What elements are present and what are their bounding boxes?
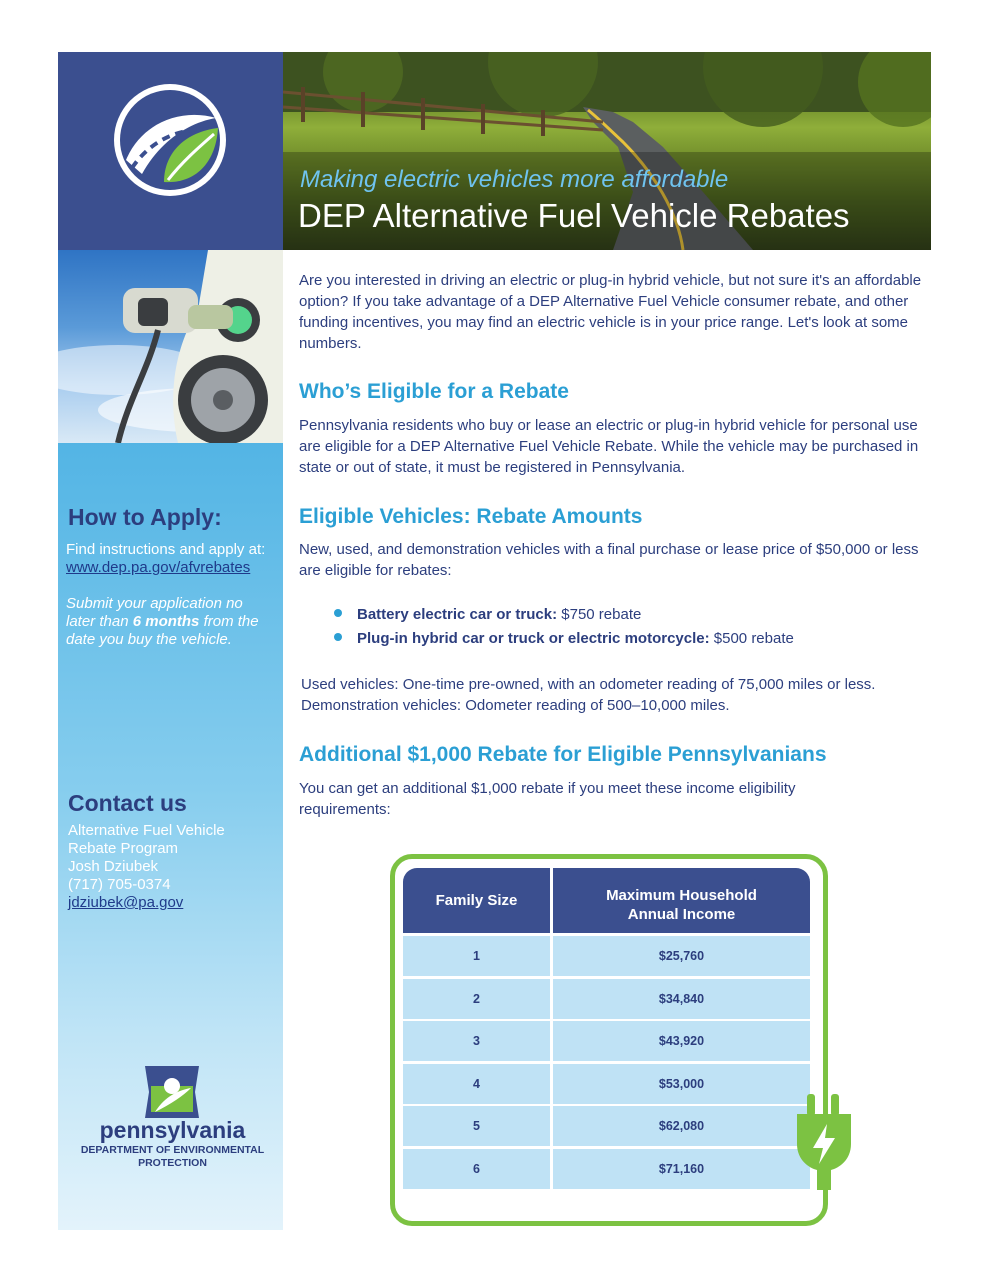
contact-heading: Contact us bbox=[68, 790, 187, 816]
contact-program-line2: Rebate Program bbox=[68, 840, 179, 857]
contact-phone: (717) 705-0374 bbox=[68, 876, 171, 893]
income-value: $62,080 bbox=[658, 1119, 705, 1133]
bullet-dot bbox=[334, 633, 342, 641]
income-value: $71,160 bbox=[658, 1162, 705, 1176]
apply-instructions-text: Find instructions and apply at: bbox=[66, 541, 266, 558]
contact-program-line1: Alternative Fuel Vehicle bbox=[68, 822, 225, 839]
used-vehicles-line: Used vehicles: One-time pre-owned, with an odometer reading of 75,000 miles or less. bbox=[301, 676, 876, 693]
how-to-apply-heading: How to Apply: bbox=[68, 504, 222, 530]
submit-line-3: date you buy the vehicle. bbox=[66, 631, 232, 648]
submit-line-2: later than 6 months from the bbox=[66, 613, 259, 630]
eligibility-heading: Who’s Eligible for a Rebate bbox=[299, 380, 569, 403]
vehicles-heading: Eligible Vehicles: Rebate Amounts bbox=[299, 505, 643, 528]
contact-email-link[interactable]: jdziubek@pa.gov bbox=[68, 894, 184, 911]
apply-link[interactable]: www.dep.pa.gov/afvrebates bbox=[66, 559, 251, 576]
family-size-value: 3 bbox=[473, 1034, 480, 1048]
income-value: $25,760 bbox=[658, 949, 705, 963]
dep-logo-icon bbox=[112, 82, 228, 198]
submit-line-1: Submit your application no bbox=[66, 595, 243, 612]
page-title: DEP Alternative Fuel Vehicle Rebates bbox=[298, 197, 850, 234]
pennsylvania-keystone-icon bbox=[145, 1066, 199, 1118]
additional-rebate-paragraph: You can get an additional $1,000 rebate if you meet these income eligibility requirements: bbox=[299, 780, 796, 818]
additional-rebate-heading: Additional $1,000 Rebate for Eligible Pennsylvanians bbox=[299, 743, 827, 766]
family-size-value: 6 bbox=[473, 1162, 480, 1176]
column-header-family-size: Family Size bbox=[435, 892, 518, 909]
family-size-value: 5 bbox=[473, 1119, 480, 1133]
vehicles-paragraph: New, used, and demonstration vehicles with a final purchase or lease price of $50,000 or less are eligible for rebates: bbox=[299, 541, 919, 579]
income-value: $43,920 bbox=[658, 1034, 705, 1048]
income-value: $34,840 bbox=[658, 992, 705, 1006]
plug-icon bbox=[793, 1094, 855, 1190]
rebate-bullet-bev: Battery electric car or truck: $750 rebate bbox=[357, 606, 642, 623]
eligibility-paragraph: Pennsylvania residents who buy or lease an electric or plug-in hybrid vehicle for personal use are eligible for a DEP Alternative Fuel Vehicle Rebate. While the vehicle may be purchased in state or out of state, it must be registered in Pennsylvania. bbox=[299, 417, 919, 476]
ev-charging-photo bbox=[58, 250, 283, 443]
org-name: pennsylvania bbox=[99, 1117, 246, 1143]
header-tagline: Making electric vehicles more affordable bbox=[300, 166, 729, 193]
rebate-bullet-phev: Plug-in hybrid car or truck or electric motorcycle: $500 rebate bbox=[357, 630, 794, 647]
family-size-value: 4 bbox=[473, 1077, 480, 1091]
income-value: $53,000 bbox=[658, 1077, 705, 1091]
org-department: DEPARTMENT OF ENVIRONMENTAL PROTECTION bbox=[80, 1144, 265, 1169]
intro-paragraph: Are you interested in driving an electric or plug-in hybrid vehicle, but not sure it's an affordable option? If you take advantage of a DEP Alternative Fuel Vehicle consumer rebate, and other funding incentives, you may find an electric vehicle is in your price range. Let's look at some numbers. bbox=[299, 272, 922, 352]
family-size-value: 1 bbox=[473, 949, 480, 963]
family-size-value: 2 bbox=[473, 992, 480, 1006]
contact-name: Josh Dziubek bbox=[68, 858, 159, 875]
column-header-income: Maximum Household Annual Income bbox=[606, 887, 757, 923]
demo-vehicles-line: Demonstration vehicles: Odometer reading of 500–10,000 miles. bbox=[301, 697, 730, 714]
bullet-dot bbox=[334, 609, 342, 617]
